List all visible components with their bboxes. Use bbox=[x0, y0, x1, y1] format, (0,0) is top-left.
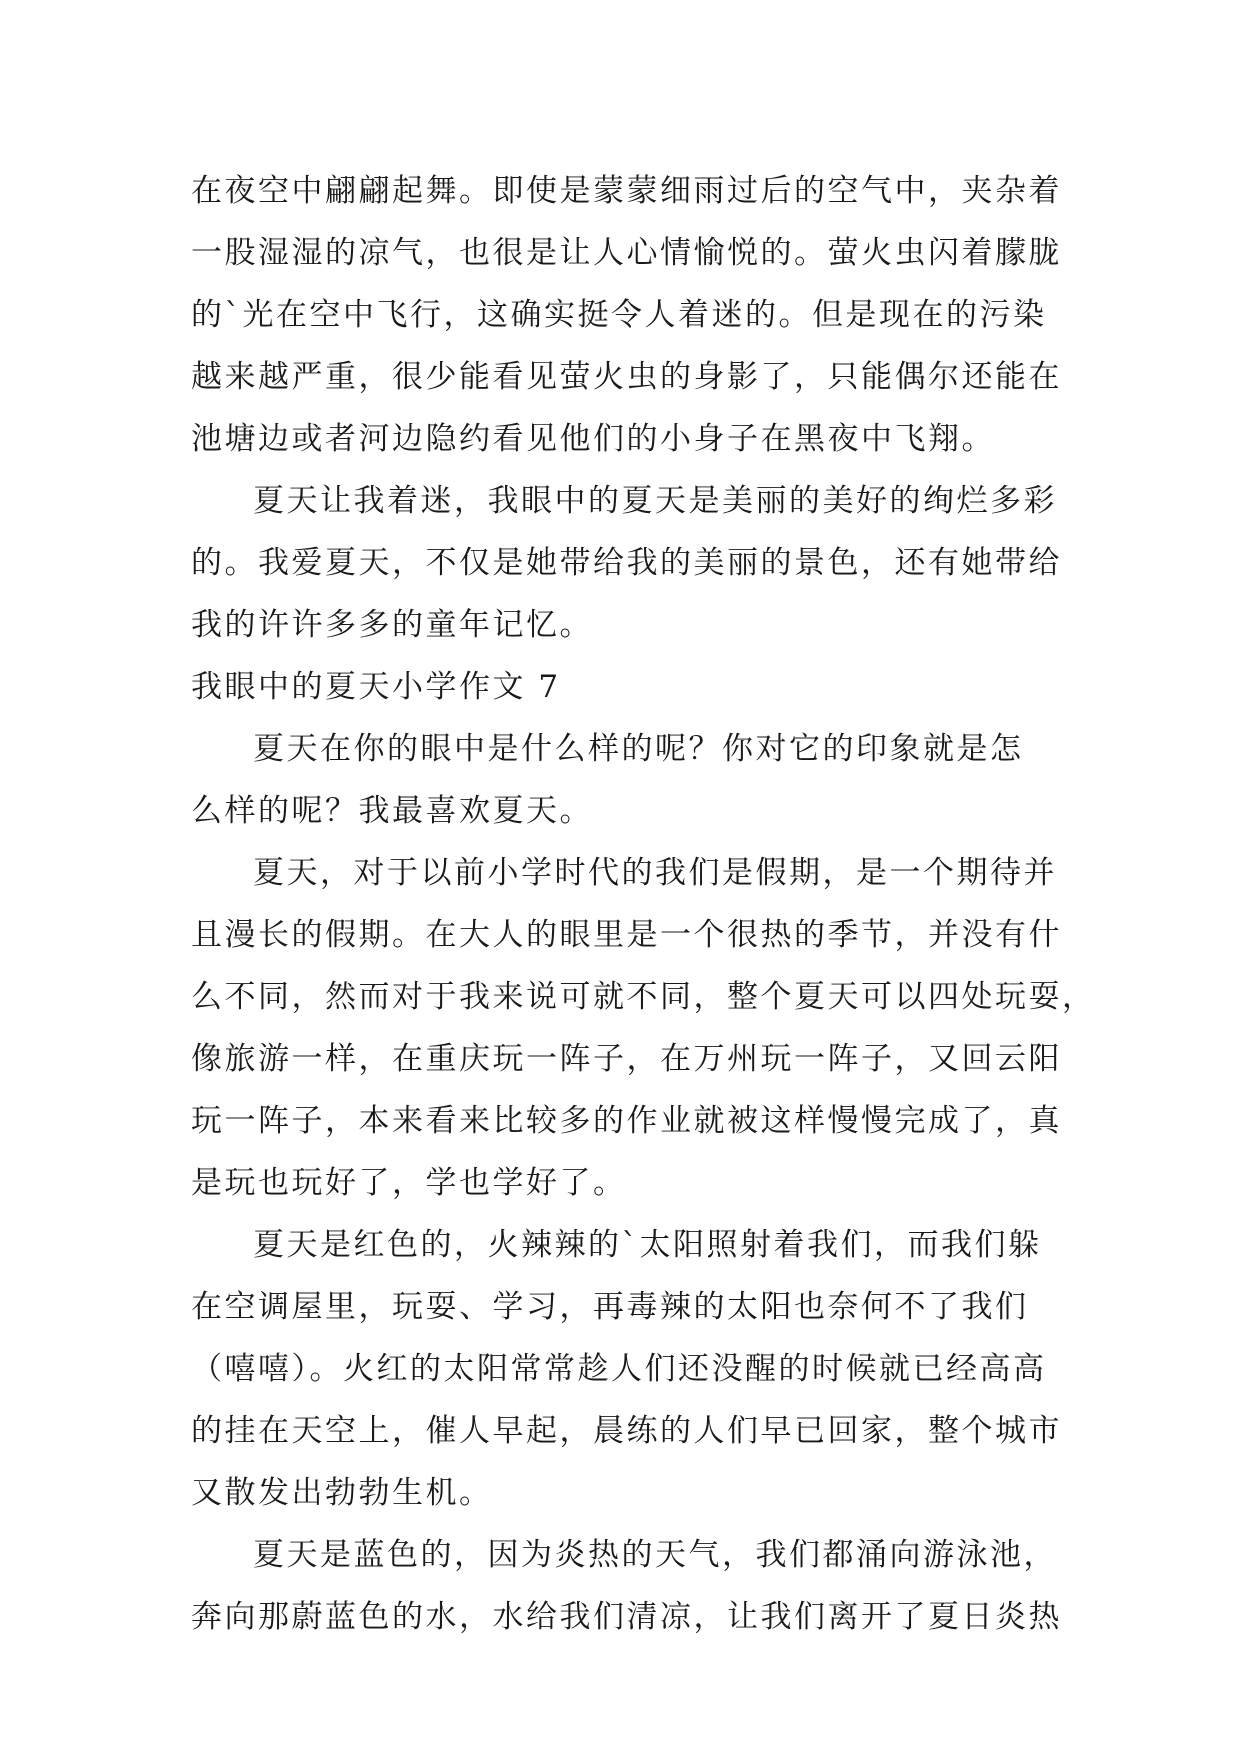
text-line: 的挂在天空上，催人早起，晨练的人们早已回家，整个城市 bbox=[191, 1413, 1062, 1449]
text-line: 夏天是蓝色的，因为炎热的天气，我们都涌向游泳池， bbox=[253, 1537, 1057, 1573]
text-line: 么样的呢？我最喜欢夏天。 bbox=[191, 793, 593, 829]
text-line: 且漫长的假期。在大人的眼里是一个很热的季节，并没有什 bbox=[191, 917, 1062, 953]
text-line: 么不同，然而对于我来说可就不同，整个夏天可以四处玩耍， bbox=[191, 979, 1096, 1015]
text-line: 又散发出勃勃生机。 bbox=[191, 1475, 493, 1511]
text-line: 池塘边或者河边隐约看见他们的小身子在黑夜中飞翔。 bbox=[191, 421, 995, 457]
text-line: 我的许许多多的童年记忆。 bbox=[191, 607, 593, 643]
text-line: 一股湿湿的凉气，也很是让人心情愉悦的。萤火虫闪着朦胧 bbox=[191, 235, 1062, 271]
text-line: 在空调屋里，玩耍、学习，再毒辣的太阳也奈何不了我们 bbox=[191, 1289, 1029, 1325]
text-line: 越来越严重，很少能看见萤火虫的身影了，只能偶尔还能在 bbox=[191, 359, 1062, 395]
section-heading: 我眼中的夏天小学作文 7 bbox=[191, 669, 561, 705]
text-line: 的。我爱夏天，不仅是她带给我的美丽的景色，还有她带给 bbox=[191, 545, 1062, 581]
text-line: 夏天在你的眼中是什么样的呢？你对它的印象就是怎 bbox=[253, 731, 1024, 767]
text-line: 夏天是红色的，火辣辣的`太阳照射着我们，而我们躲 bbox=[253, 1227, 1042, 1263]
document-body bbox=[191, 160, 1096, 1648]
text-line: （嘻嘻）。火红的太阳常常趁人们还没醒的时候就已经高高 bbox=[191, 1351, 1047, 1387]
text-line: 夏天，对于以前小学时代的我们是假期，是一个期待并 bbox=[253, 855, 1057, 891]
text-line: 在夜空中翩翩起舞。即使是蒙蒙细雨过后的空气中，夹杂着 bbox=[191, 173, 1062, 209]
text-line: 像旅游一样，在重庆玩一阵子，在万州玩一阵子，又回云阳 bbox=[191, 1041, 1062, 1077]
text-line: 的`光在空中飞行，这确实挺令人着迷的。但是现在的污染 bbox=[191, 297, 1047, 333]
text-line: 是玩也玩好了，学也学好了。 bbox=[191, 1165, 627, 1201]
text-line: 奔向那蔚蓝色的水，水给我们清凉，让我们离开了夏日炎热 bbox=[191, 1599, 1062, 1635]
text-line: 玩一阵子，本来看来比较多的作业就被这样慢慢完成了，真 bbox=[191, 1103, 1062, 1139]
text-line: 夏天让我着迷，我眼中的夏天是美丽的美好的绚烂多彩 bbox=[253, 483, 1057, 519]
